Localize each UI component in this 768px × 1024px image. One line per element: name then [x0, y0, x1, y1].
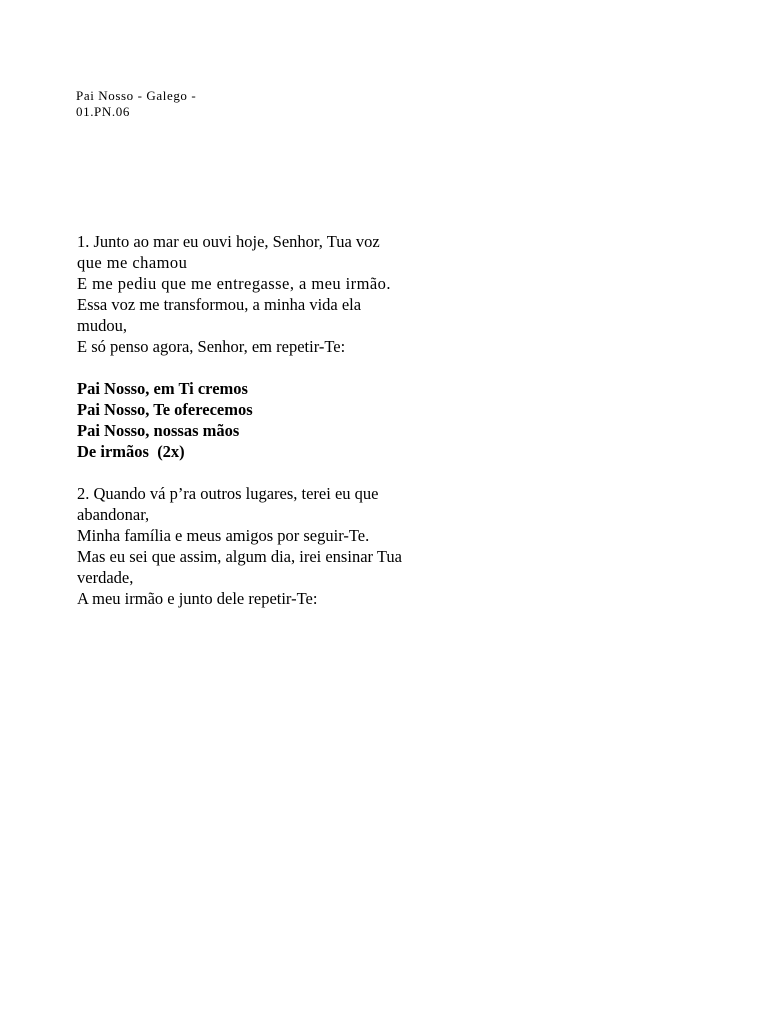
verse-line: E só penso agora, Senhor, em repetir-Te:	[77, 337, 346, 356]
verse-line: 1. Junto ao mar eu ouvi hoje, Senhor, Tua voz	[77, 232, 380, 251]
verse-line: abandonar,	[77, 505, 150, 524]
header-code: 01.PN.06	[76, 104, 130, 119]
chorus-line: Pai Nosso, nossas mãos	[77, 421, 240, 440]
verse-line: 2. Quando vá p’ra outros lugares, terei eu que	[77, 484, 379, 503]
verse-2	[77, 483, 477, 609]
verse-line: verdade,	[77, 568, 134, 587]
verse-1	[77, 231, 477, 357]
chorus-line: De irmãos (2x)	[77, 442, 185, 461]
verse-line: mudou,	[77, 316, 127, 335]
chorus-line: Pai Nosso, em Ti cremos	[77, 379, 248, 398]
header-title: Pai Nosso - Galego -	[76, 88, 197, 103]
stanza-gap	[77, 462, 477, 483]
verse-line: Mas eu sei que assim, algum dia, irei ensinar Tua	[77, 547, 402, 566]
verse-line: Minha família e meus amigos por seguir-Te.	[77, 526, 370, 545]
stanza-gap	[77, 357, 477, 378]
chorus-line: Pai Nosso, Te oferecemos	[77, 400, 253, 419]
lyrics-body	[77, 231, 477, 609]
verse-line: Essa voz me transformou, a minha vida ela	[77, 295, 362, 314]
verse-line: que me chamou	[77, 253, 188, 272]
chorus	[77, 378, 477, 462]
verse-line: A meu irmão e junto dele repetir-Te:	[77, 589, 318, 608]
verse-line: E me pediu que me entregasse, a meu irmão.	[77, 274, 391, 293]
document-header	[76, 88, 196, 120]
